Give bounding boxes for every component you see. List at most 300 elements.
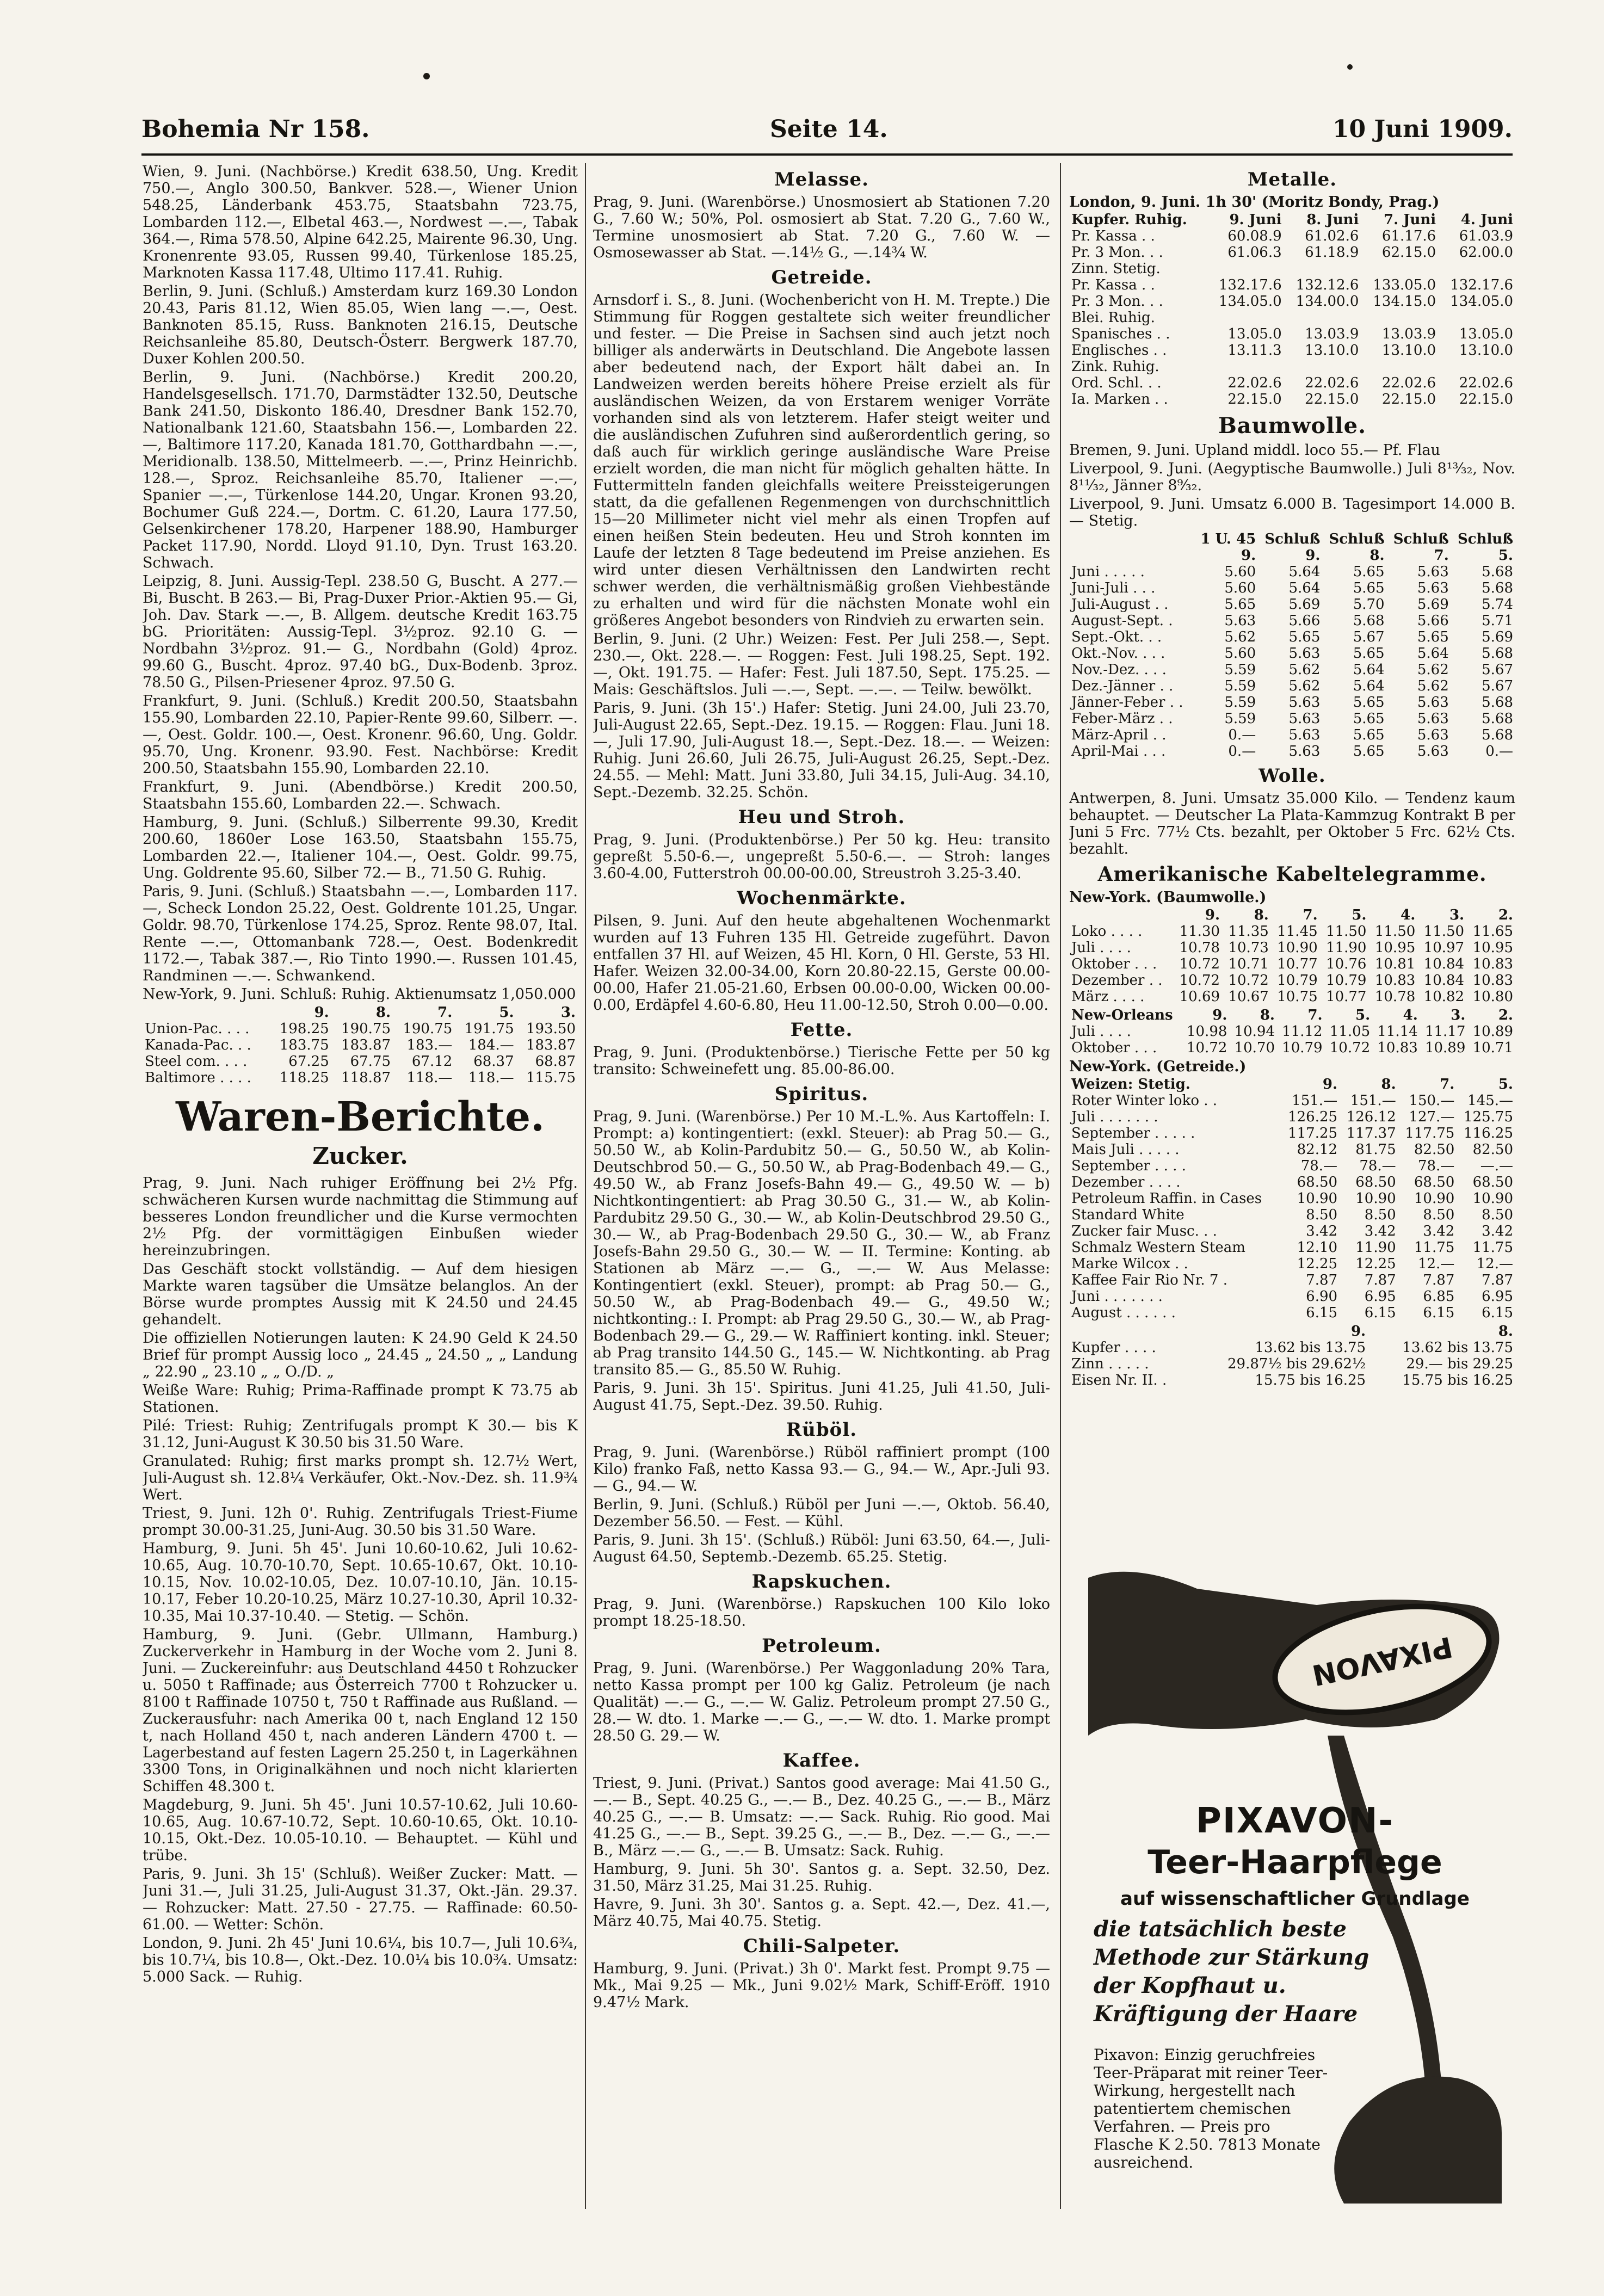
- wochenmarkt-report: Pilsen, 9. Juni. Auf den heute abgehaltenen Wochenmarkt wurden auf 13 Fuhren 135 Hl. Getreide zugeführt. Davon entfallen 37 Hl. auf Weizen, 45 Hl. Korn, 0 Hl. Gerste, 53 Hl. Hafer. Weizen 32.00-34.00, Korn 20.80-22.15, Gerste 00.00-00.00, Hafer 21.05-21.60, Erbsen 00.00-0.00, Wicken 00.00-0.00, Erdäpfel 4.60-6.80, Heu 11.00-12.50, Stroh 0.00—0.00.: [593, 912, 1050, 1014]
- petroleum-report: Prag, 9. Juni. (Warenbörse.) Per Waggonladung 20% Tara, netto Kassa prompt per 100 kg Galiz. Petroleum (je nach Qualität) —.— G., —.— W. Galiz. Petroleum prompt 27.50 G., 28.— W. dto. 1. Marke —.— G., —.— W. dto. 1. Marke prompt 28.50 G. 29.— W.: [593, 1660, 1050, 1744]
- section-title-wolle: Wolle.: [1258, 765, 1326, 787]
- table-cell: Baltimore . . . .: [145, 1070, 251, 1086]
- table-cell: 78.—: [1417, 1158, 1455, 1174]
- header-publication: Bohemia Nr 158.: [141, 115, 370, 143]
- chili-report: Hamburg, 9. Juni. (Privat.) 3h 0'. Markt fest. Prompt 9.75 — Mk., Mai 9.25 — Mk., Juni 9.02½ Mark, Schiff-Eröff. 1910 9.47½ Mark.: [593, 1960, 1050, 2011]
- table-cell: 184.—: [468, 1037, 514, 1053]
- table-row: [1069, 678, 1515, 694]
- table-cell: 118.87: [341, 1070, 391, 1086]
- table-cell: 11.30: [1179, 923, 1220, 940]
- table-cell: Juli . . . . . . .: [1071, 1109, 1158, 1125]
- exchange-report: Frankfurt, 9. Juni. (Abendbörse.) Kredit 200.50, Staatsbahn 155.60, Lombarden 22.—. Schwach.: [143, 779, 578, 812]
- table-cell: 22.15.0: [1227, 391, 1282, 408]
- table-cell: 10.72: [1179, 956, 1220, 972]
- table-cell: 10.94: [1234, 1023, 1275, 1040]
- table-cell: 10.89: [1424, 1040, 1466, 1056]
- table-cell: 127.—: [1409, 1109, 1455, 1125]
- table-cell: Sept.-Okt. . .: [1071, 629, 1162, 645]
- table-cell: August-Sept. .: [1071, 613, 1173, 629]
- table-cell: 5.68: [1482, 564, 1513, 580]
- table-cell: 5.65: [1417, 629, 1449, 645]
- table-row: [1069, 1356, 1515, 1372]
- table-cell: 134.05.0: [1450, 293, 1513, 310]
- table-cell: Juli . . . .: [1071, 1023, 1131, 1040]
- table-cell: 61.03.9: [1459, 228, 1513, 244]
- table-cell: 10.97: [1423, 940, 1465, 956]
- table-header-cell: 5.: [1498, 547, 1513, 564]
- table-cell: 134.05.0: [1218, 293, 1282, 310]
- table-cell: 5.74: [1482, 596, 1513, 613]
- ad-title: PIXAVON-: [1195, 1801, 1395, 1841]
- table-cell: 117.25: [1288, 1125, 1338, 1141]
- table-cell: Nov.-Dez. . . .: [1071, 662, 1167, 678]
- section-title-baumwolle: Baumwolle.: [1218, 413, 1366, 439]
- baumwolle-report: Bremen, 9. Juni. Upland middl. loco 55.— Pf. Flau: [1069, 442, 1440, 459]
- table-cell: 10.79: [1326, 972, 1367, 989]
- table-row: [1069, 228, 1515, 244]
- table-header-cell: 8.: [1369, 547, 1385, 564]
- table-row: [1069, 342, 1515, 359]
- ad-subtitle: Teer-Haarpflege: [1148, 1843, 1442, 1881]
- zucker-report: Hamburg, 9. Juni. 5h 45'. Juni 10.60-10.62, Juli 10.62-10.65, Aug. 10.70-10.70, Sept. 10.65-10.67, Okt. 10.10-10.15, Nov. 10.02-10.05, Dez. 10.07-10.10, Jän. 10.15-10.17, Feber 10.20-10.25, März 10.27-10.30, April 10.32-10.35, Mai 10.37-10.40. — Stetig. — Schön.: [143, 1540, 578, 1625]
- table-cell: Schmalz Western Steam: [1071, 1239, 1245, 1256]
- table-cell: 5.60: [1224, 564, 1256, 580]
- table-cell: Zinn. Stetig.: [1071, 261, 1161, 277]
- table-cell: 6.15: [1364, 1305, 1396, 1321]
- table-cell: Pr. 3 Mon. . .: [1071, 244, 1163, 261]
- table-header-cell: 4. Juni: [1460, 212, 1513, 228]
- table-cell: 10.79: [1277, 972, 1318, 989]
- table-header-row: [1069, 1007, 1515, 1023]
- section-title-rapskuchen: Rapskuchen.: [751, 1571, 892, 1593]
- table-cell: 5.60: [1224, 580, 1256, 596]
- table-header-cell: 5.: [1355, 1007, 1371, 1023]
- table-cell: 5.63: [1288, 727, 1321, 743]
- table-header-row: [1069, 1076, 1515, 1093]
- table-cell: 5.65: [1224, 596, 1256, 613]
- zucker-report: Granulated: Ruhig; first marks prompt sh. 12.7½ Wert, Juli-August sh. 12.8¼ Verkäufer, Okt.-Nov.-Dez. sh. 11.9¾ Wert.: [143, 1453, 578, 1503]
- table-header-cell: 7.: [1307, 1007, 1323, 1023]
- table-cell: April-Mai . . .: [1071, 743, 1166, 760]
- metalle-intro: London, 9. Juni. 1h 30' (Moritz Bondy, Prag.): [1069, 194, 1440, 211]
- table-cell: Mais Juli . . . . .: [1071, 1141, 1180, 1158]
- table-header-cell: 2.: [1498, 907, 1513, 923]
- table-cell: 5.64: [1288, 564, 1321, 580]
- table-cell: 7.87: [1482, 1272, 1513, 1288]
- table-cell: 5.68: [1482, 645, 1513, 662]
- table-cell: 132.17.6: [1450, 277, 1513, 293]
- table-header-row: [1069, 531, 1515, 547]
- table-cell: 132.12.6: [1295, 277, 1359, 293]
- table-header-cell: 9.: [1322, 1076, 1338, 1093]
- table-cell: 68.37: [473, 1053, 514, 1070]
- table-header-cell: 5.: [1352, 907, 1367, 923]
- table-cell: 10.75: [1277, 989, 1318, 1005]
- table-cell: 6.95: [1482, 1288, 1513, 1305]
- table-cell: Jänner-Feber . .: [1071, 694, 1183, 711]
- table-row: [1069, 293, 1515, 310]
- ny-cotton-label: New-York. (Baumwolle.): [1069, 889, 1267, 906]
- header-page-number: Seite 14.: [770, 115, 888, 143]
- table-cell: Blei. Ruhig.: [1071, 310, 1155, 326]
- table-cell: 11.65: [1472, 923, 1513, 940]
- table-header-cell: 9.: [1205, 907, 1220, 923]
- table-cell: 10.78: [1374, 989, 1416, 1005]
- section-title-waren: Waren-Berichte.: [176, 1094, 545, 1140]
- table-row: [1069, 1239, 1515, 1256]
- table-cell: [1284, 359, 1361, 375]
- table-row: [1069, 596, 1515, 613]
- table-cell: —.—: [1480, 1158, 1513, 1174]
- table-cell: 5.69: [1417, 596, 1449, 613]
- ny-getreide-table: [1069, 1076, 1515, 1321]
- table-cell: 29.— bis 29.25: [1406, 1356, 1513, 1372]
- table-cell: Oktober . . .: [1071, 1040, 1157, 1056]
- table-cell: 198.25: [279, 1021, 329, 1037]
- table-cell: 10.82: [1423, 989, 1465, 1005]
- table-row: [1069, 923, 1515, 940]
- table-cell: 5.63: [1417, 694, 1449, 711]
- kaffee-report: Hamburg, 9. Juni. 5h 30'. Santos g. a. Sept. 32.50, Dez. 31.50, März 31.25, Mai 31.25. Ruhig.: [593, 1861, 1050, 1894]
- section-title-spiritus: Spiritus.: [774, 1083, 869, 1105]
- table-cell: 82.50: [1414, 1141, 1455, 1158]
- table-cell: 68.50: [1297, 1174, 1338, 1190]
- table-cell: 0.—: [1228, 727, 1256, 743]
- table-cell: 11.12: [1282, 1023, 1323, 1040]
- ad-slogan: die tatsächlich beste Methode zur Stärkung der Kopfhaut u. Kräftigung der Haare: [1094, 1916, 1369, 2027]
- section-title-fette: Fette.: [790, 1019, 853, 1041]
- ny-cotton-table: [1069, 907, 1515, 1005]
- column-divider: [1060, 163, 1061, 2209]
- table-cell: 5.62: [1224, 629, 1256, 645]
- table-header-row: [1069, 907, 1515, 923]
- new-york-stock-table: [143, 1004, 578, 1086]
- table-header-cell: [1069, 547, 1194, 564]
- table-row: [143, 1037, 578, 1053]
- exchange-report: Leipzig, 8. Juni. Aussig-Tepl. 238.50 G, Buscht. A 277.— Bi, Buscht. B 263.— Bi, Prag-Duxer Prior.-Aktien 95.— Gi, Joh. Dav. Stark —.—, B. Allgem. deutsche Kredit 163.75 bG. Prioritäten: Aussig-Tepl. 3½proz. 92.10 G. — Nordbahn 3½proz. 91.— G., Nordbahn (Gold) 4proz. 99.60 G., Buscht. 4proz. 97.40 bG., Dux-Bodenb. 3proz. 78.50 G., Pilsen-Priesener 4proz. 97.50 G.: [143, 573, 578, 691]
- table-header-cell: 9. Juni: [1229, 212, 1282, 228]
- table-row: [1069, 564, 1515, 580]
- table-row: [1069, 1109, 1515, 1125]
- section-title-metalle: Metalle.: [1247, 169, 1337, 190]
- table-cell: 13.10.0: [1305, 342, 1359, 359]
- table-header-cell: 4.: [1403, 1007, 1418, 1023]
- baumwolle-report: Liverpool, 9. Juni. (Aegyptische Baumwolle.) Juli 8¹³⁄₃₂, Nov. 8¹¹⁄₃₂, Jänner 8⁹⁄₃₂.: [1069, 460, 1515, 494]
- table-cell: 116.25: [1464, 1125, 1513, 1141]
- table-cell: 5.64: [1353, 662, 1385, 678]
- table-cell: Roter Winter loko . .: [1071, 1093, 1218, 1109]
- table-cell: 6.85: [1423, 1288, 1455, 1305]
- table-cell: 13.11.3: [1227, 342, 1282, 359]
- table-row: [143, 1021, 578, 1037]
- table-cell: Marke Wilcox . .: [1071, 1256, 1188, 1272]
- table-cell: 8.50: [1306, 1207, 1338, 1223]
- table-cell: 61.02.6: [1305, 228, 1359, 244]
- table-cell: 10.72: [1179, 972, 1220, 989]
- table-row: [1069, 375, 1515, 391]
- table-header-cell: [1069, 1323, 1192, 1340]
- table-cell: 5.66: [1288, 613, 1321, 629]
- table-cell: Zink. Ruhig.: [1071, 359, 1159, 375]
- table-cell: 5.63: [1417, 580, 1449, 596]
- table-cell: 13.05.0: [1459, 326, 1513, 342]
- table-cell: [1361, 310, 1438, 326]
- liquid-stream-illustration: [1328, 1736, 1442, 2089]
- table-cell: 10.98: [1186, 1023, 1227, 1040]
- table-cell: 0.—: [1228, 743, 1256, 760]
- table-cell: 132.17.6: [1218, 277, 1282, 293]
- table-cell: 7.87: [1306, 1272, 1338, 1288]
- table-cell: 11.75: [1472, 1239, 1513, 1256]
- table-cell: 183.87: [341, 1037, 391, 1053]
- ad-footnote: Pixavon: Einzig geruchfreies Teer-Präparat mit reiner Teer-Wirkung, hergestellt nach patentiertem chemischen Verfahren. — Preis pro Flasche K 2.50. 7813 Monate ausreichend.: [1094, 2046, 1328, 2171]
- table-header-row: [1069, 212, 1515, 228]
- table-cell: 183.—: [406, 1037, 453, 1053]
- zucker-report: Das Geschäft stockt vollständig. — Auf dem hiesigen Markte waren tagsüber die Umsätze belanglos. An der Börse wurde promptes Aussig mit K 24.50 und 24.45 gehandelt.: [143, 1261, 578, 1328]
- baumwolle-report: Liverpool, 9. Juni. Umsatz 6.000 B. Tagesimport 14.000 B. — Stetig.: [1069, 496, 1515, 529]
- table-cell: 8.50: [1482, 1207, 1513, 1223]
- table-cell: 151.—: [1292, 1093, 1338, 1109]
- table-row: [1069, 1340, 1515, 1356]
- table-header-cell: 9.: [1212, 1007, 1227, 1023]
- table-header-row: [143, 1004, 578, 1021]
- table-cell: 5.64: [1288, 580, 1321, 596]
- table-cell: Steel com. . . .: [145, 1053, 248, 1070]
- table-cell: 6.15: [1482, 1305, 1513, 1321]
- table-cell: [1207, 359, 1284, 375]
- table-header-cell: 8.: [1254, 907, 1269, 923]
- table-cell: 5.63: [1288, 743, 1321, 760]
- table-cell: [1438, 359, 1515, 375]
- table-cell: 5.63: [1288, 645, 1321, 662]
- exchange-report: Frankfurt, 9. Juni. (Schluß.) Kredit 200.50, Staatsbahn 155.90, Lombarden 22.10, Papier-Rente 99.60, Silberr. —.—, Oest. Goldr. 100.—, Oest. Kronenr. 96.60, Ung. Goldr. 95.70, Ung. Kronenr. 93.90. Fest. Nachbörse: Kredit 200.50, Staatsbahn 155.90, Lombarden 22.10.: [143, 693, 578, 777]
- table-cell: 183.75: [279, 1037, 329, 1053]
- table-cell: 15.75 bis 16.25: [1255, 1372, 1366, 1388]
- table-cell: 5.65: [1353, 580, 1385, 596]
- table-cell: 150.—: [1409, 1093, 1455, 1109]
- table-cell: 191.75: [464, 1021, 514, 1037]
- table-cell: 10.72: [1186, 1040, 1227, 1056]
- table-row: [1069, 1174, 1515, 1190]
- table-cell: 5.69: [1482, 629, 1513, 645]
- table-cell: 29.87½ bis 29.62½: [1227, 1356, 1366, 1372]
- table-header-cell: 7.: [1434, 547, 1449, 564]
- table-cell: 10.84: [1423, 956, 1465, 972]
- table-cell: 68.50: [1414, 1174, 1455, 1190]
- table-cell: 10.80: [1472, 989, 1513, 1005]
- table-cell: Standard White: [1071, 1207, 1185, 1223]
- table-cell: 183.87: [526, 1037, 576, 1053]
- table-cell: 6.15: [1423, 1305, 1455, 1321]
- table-cell: 10.95: [1374, 940, 1416, 956]
- table-cell: 61.17.6: [1381, 228, 1436, 244]
- ink-speck: [1347, 64, 1353, 70]
- table-cell: [1368, 1372, 1373, 1388]
- column-divider: [585, 163, 586, 2209]
- table-cell: 5.68: [1482, 694, 1513, 711]
- table-row: [1069, 1223, 1515, 1239]
- ink-speck: [423, 73, 430, 79]
- table-cell: 5.68: [1482, 727, 1513, 743]
- lower-hand-illustration: [1334, 2077, 1502, 2204]
- table-cell: 5.69: [1288, 596, 1321, 613]
- table-cell: 11.90: [1355, 1239, 1396, 1256]
- zucker-report: Paris, 9. Juni. 3h 15' (Schluß). Weißer Zucker: Matt. — Juni 31.—, Juli 31.25, Juli-August 31.37, Okt.-Jän. 29.37. — Rohzucker: Matt. 27.50 - 27.75. — Raffinade: 60.50-61.00. — Wetter: Schön.: [143, 1866, 578, 1933]
- table-cell: 5.64: [1417, 645, 1449, 662]
- table-cell: 3.42: [1306, 1223, 1338, 1239]
- table-cell: 10.84: [1423, 972, 1465, 989]
- table-cell: 82.12: [1297, 1141, 1338, 1158]
- table-cell: 11.50: [1423, 923, 1465, 940]
- page-header: [141, 115, 1513, 148]
- table-header-cell: Schluß: [1264, 531, 1321, 547]
- table-cell: Juni . . . . .: [1071, 564, 1145, 580]
- table-row: [143, 1053, 578, 1070]
- table-cell: Loko . . . .: [1071, 923, 1143, 940]
- table-cell: 10.90: [1355, 1190, 1396, 1207]
- rueboel-report: Prag, 9. Juni. (Warenbörse.) Rüböl raffiniert prompt (100 Kilo) franko Faß, netto Kassa 93.— G., 94.— W., Apr.-Juli 93.— G., 94.— W.: [593, 1444, 1050, 1495]
- heu-report: Prag, 9. Juni. (Produktenbörse.) Per 50 kg. Heu: transito gepreßt 5.50-6.—, ungepreßt 5.50-6.—. — Stroh: langes 3.60-4.00, Futterstroh 00.00-00.00, Streustroh 3.25-3.40.: [593, 831, 1050, 882]
- table-cell: 10.77: [1277, 956, 1318, 972]
- table-cell: 10.73: [1228, 940, 1269, 956]
- table-row: [1069, 1125, 1515, 1141]
- table-cell: 5.62: [1288, 678, 1321, 694]
- table-cell: [1438, 310, 1515, 326]
- table-header-cell: 5.: [1498, 1076, 1513, 1093]
- table-cell: 10.72: [1329, 1040, 1371, 1056]
- table-cell: 134.15.0: [1373, 293, 1436, 310]
- table-cell: 10.71: [1472, 1040, 1513, 1056]
- column-exchange: [143, 163, 578, 2209]
- table-cell: 5.63: [1417, 564, 1449, 580]
- table-cell: 10.90: [1277, 940, 1318, 956]
- table-cell: 13.62 bis 13.75: [1402, 1340, 1513, 1356]
- table-cell: 5.63: [1224, 613, 1256, 629]
- table-row: [143, 1070, 578, 1086]
- table-row: [1069, 940, 1515, 956]
- table-cell: 5.65: [1288, 629, 1321, 645]
- table-header-cell: 9.: [1241, 547, 1256, 564]
- table-cell: [1438, 261, 1515, 277]
- section-title-melasse: Melasse.: [774, 169, 869, 190]
- table-cell: Juli . . . .: [1071, 940, 1131, 956]
- table-cell: 10.83: [1472, 972, 1513, 989]
- table-cell: August . . . . . .: [1071, 1305, 1176, 1321]
- table-cell: 10.70: [1234, 1040, 1275, 1056]
- table-cell: Ia. Marken . .: [1071, 391, 1168, 408]
- table-cell: 62.00.0: [1459, 244, 1513, 261]
- table-row: [1069, 1288, 1515, 1305]
- table-cell: Spanisches . .: [1071, 326, 1170, 342]
- table-cell: 13.62 bis 13.75: [1255, 1340, 1366, 1356]
- table-cell: 0.—: [1485, 743, 1513, 760]
- table-cell: 118.25: [279, 1070, 329, 1086]
- table-cell: [1361, 359, 1438, 375]
- table-cell: 12.—: [1417, 1256, 1455, 1272]
- table-cell: Feber-März . .: [1071, 711, 1173, 727]
- table-header-cell: 3.: [560, 1004, 576, 1021]
- table-cell: 22.02.6: [1381, 375, 1436, 391]
- table-cell: 10.95: [1472, 940, 1513, 956]
- table-cell: 10.78: [1179, 940, 1220, 956]
- table-cell: 11.35: [1228, 923, 1269, 940]
- table-row: [1069, 694, 1515, 711]
- table-cell: März-April . .: [1071, 727, 1167, 743]
- table-cell: 5.63: [1417, 743, 1449, 760]
- table-cell: 11.50: [1326, 923, 1367, 940]
- fette-report: Prag, 9. Juni. (Produktenbörse.) Tierische Fette per 50 kg transito: Schweinefett ung. 85.00-86.00.: [593, 1044, 1050, 1078]
- table-cell: Okt.-Nov. . . .: [1071, 645, 1165, 662]
- table-row: [1069, 1190, 1515, 1207]
- table-row: [1069, 1093, 1515, 1109]
- table-cell: 5.62: [1417, 662, 1449, 678]
- table-cell: 117.37: [1346, 1125, 1396, 1141]
- table-header-cell: 8. Juni: [1306, 212, 1359, 228]
- table-cell: 22.02.6: [1305, 375, 1359, 391]
- table-cell: 5.62: [1288, 662, 1321, 678]
- table-cell: 11.17: [1424, 1023, 1466, 1040]
- table-row: [1069, 1141, 1515, 1158]
- table-header-cell: Schluß: [1329, 531, 1385, 547]
- section-title-petroleum: Petroleum.: [762, 1635, 881, 1657]
- table-row: [1069, 1040, 1515, 1056]
- table-cell: 190.75: [341, 1021, 391, 1037]
- table-cell: 10.79: [1282, 1040, 1323, 1056]
- table-cell: [1284, 261, 1361, 277]
- table-cell: 13.03.9: [1305, 326, 1359, 342]
- table-cell: 5.65: [1353, 694, 1385, 711]
- table-cell: 10.83: [1377, 1040, 1418, 1056]
- table-header-cell: 2.: [1498, 1007, 1513, 1023]
- table-row: [1069, 662, 1515, 678]
- table-cell: 5.63: [1417, 711, 1449, 727]
- table-row: [1069, 727, 1515, 743]
- table-cell: 10.90: [1297, 1190, 1338, 1207]
- table-header-cell: Schluß: [1393, 531, 1449, 547]
- table-row: [1069, 359, 1515, 375]
- table-header-cell: 3.: [1449, 907, 1465, 923]
- table-cell: 5.59: [1224, 711, 1256, 727]
- table-header-cell: New-Orleans: [1071, 1007, 1173, 1023]
- exchange-report: Berlin, 9. Juni. (Nachbörse.) Kredit 200.20, Handelsgesellsch. 171.70, Darmstädter 132.50, Deutsche Bank 241.50, Diskonto 186.40, Dresdner Bank 152.70, Nationalbank 121.60, Staatsbahn 156.—, Lombarden 22.—, Baltimore 117.20, Kanada 181.70, Gotthardbahn —.—, Meridionalb. 138.50, Mittelmeerb. —.—, Prinz Heinrichb. 128.—, Sproz. Reichsanleihe 85.70, Italiener —.—, Spanier —.—, Türkenlose 144.20, Ungar. Kronen 93.20, Bochumer Guß 224.—, Dortm. C. 61.20, Laura 177.50, Gelsenkirchener 178.20, Harpener 188.90, Hamburger Packet 117.90, Nordd. Lloyd 91.10, Dyn. Trust 163.20. Schwach.: [143, 369, 578, 571]
- table-header-cell: 1 U. 45: [1200, 531, 1256, 547]
- table-header-cell: [1069, 907, 1173, 923]
- table-cell: 10.83: [1472, 956, 1513, 972]
- table-cell: 6.95: [1364, 1288, 1396, 1305]
- table-cell: 115.75: [526, 1070, 576, 1086]
- table-cell: September . . . . .: [1071, 1125, 1195, 1141]
- table-cell: 125.75: [1464, 1109, 1513, 1125]
- new-orleans-table: [1069, 1007, 1515, 1056]
- ny-getreide-label: New-York. (Getreide.): [1069, 1058, 1247, 1075]
- zucker-report: Prag, 9. Juni. Nach ruhiger Eröffnung bei 2½ Pfg. schwächeren Kursen wurde nachmittag die Stimmung auf besseres London freundlicher und die Kurse vermochten 2½ Pfg. der vormittägigen Einbußen wieder hereinzubringen.: [143, 1175, 578, 1259]
- table-cell: [1207, 310, 1284, 326]
- table-cell: 11.50: [1374, 923, 1416, 940]
- kaffee-report: Havre, 9. Juni. 3h 30'. Santos g. a. Sept. 42.—, Dez. 41.—, März 40.75, Mai 40.75. Stetig.: [593, 1896, 1050, 1930]
- table-cell: Petroleum Raffin. in Cases: [1071, 1190, 1262, 1207]
- ad-tagline: auf wissenschaftlicher Grundlage: [1120, 1888, 1470, 1910]
- table-cell: 10.81: [1374, 956, 1416, 972]
- table-cell: 10.83: [1374, 972, 1416, 989]
- table-cell: 5.65: [1353, 711, 1385, 727]
- table-cell: 5.63: [1288, 711, 1321, 727]
- section-title-kaffee: Kaffee.: [782, 1750, 861, 1772]
- table-cell: Eisen Nr. II. .: [1071, 1372, 1167, 1388]
- table-header-cell: 9.: [1305, 547, 1321, 564]
- table-row: [1069, 1256, 1515, 1272]
- table-header-cell: 8.: [1498, 1323, 1513, 1340]
- table-cell: 5.65: [1353, 564, 1385, 580]
